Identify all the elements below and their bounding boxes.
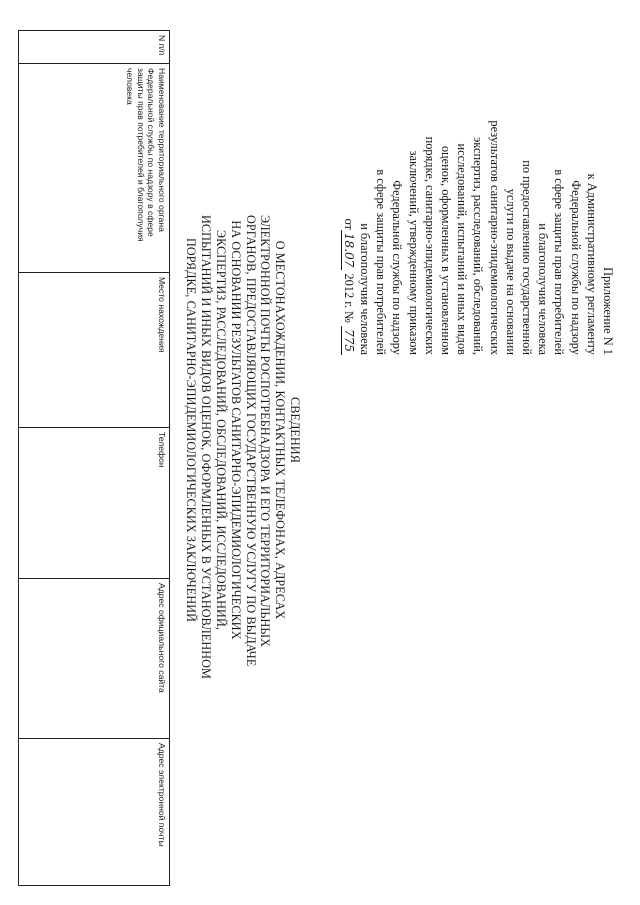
- header-agency-name: Наименование территориального органа Федеральной службы по надзору в сфере защиты прав потребителей и благополучия человека: [19, 64, 170, 273]
- header-website: Адрес официального сайта: [19, 579, 170, 739]
- title-line: СВЕДЕНИЯ: [288, 397, 302, 463]
- appendix-line: и благополучия человека: [536, 223, 551, 355]
- appendix-line: к Административному регламенту: [584, 173, 599, 355]
- title-line: О МЕСТОНАХОЖДЕНИИ, КОНТАКТНЫХ ТЕЛЕФОНАХ, АДРЕСАХ: [273, 240, 288, 620]
- header-email: Адрес электронной почты: [19, 739, 170, 886]
- title-line: НА ОСНОВАНИИ РЕЗУЛЬТАТОВ САНИТАРНО-ЭПИДЕМИОЛОГИЧЕСКИХ: [228, 220, 243, 640]
- handwritten-date: 18.07: [341, 230, 355, 270]
- title-line: ОРГАНОВ, ПРЕДОСТАВЛЯЮЩИХ ГОСУДАРСТВЕННУЮ УСЛУГУ ПО ВЫДАЧЕ: [243, 215, 258, 667]
- appendix-line: оценок, оформленных в установленном: [438, 145, 453, 355]
- appendix-line: Федеральной службы по надзору: [568, 180, 583, 355]
- title-line: ИСПЫТАНИЙ И ИНЫХ ВИДОВ ОЦЕНОК, ОФОРМЛЕННЫХ В УСТАНОВЛЕННОМ: [199, 215, 214, 679]
- appendix-line: в сфере защиты прав потребителей: [374, 169, 389, 355]
- appendix-header: [341, 30, 616, 355]
- title-line: ПОРЯДКЕ, САНИТАРНО-ЭПИДЕМИОЛОГИЧЕСКИХ ЗАКЛЮЧЕНИЙ: [184, 237, 199, 623]
- appendix-date-line: [341, 30, 357, 355]
- appendix-line: в сфере защиты прав потребителей: [552, 169, 567, 355]
- title-line: ЭКСПЕРТИЗ, РАССЛЕДОВАНИЙ, ОБСЛЕДОВАНИЙ, ИССЛЕДОВАНИЙ,: [214, 230, 229, 630]
- appendix-line: Приложение N 1: [601, 267, 615, 355]
- header-location: Место нахождения: [19, 273, 170, 428]
- header-phone: Телефон: [19, 428, 170, 579]
- date-suffix: 2012 г. №: [341, 273, 356, 323]
- appendix-line: услуги по выдаче на основании: [503, 188, 518, 355]
- table-header-row: [19, 31, 170, 886]
- title-line: ЭЛЕКТРОННОЙ ПОЧТЫ РОСПОТРЕБНАДЗОРА И ЕГО ТЕРРИТОРИАЛЬНЫХ: [258, 215, 273, 648]
- appendix-line: исследований, испытаний и иных видов: [455, 143, 470, 355]
- appendix-line: заключений, утвержденному приказом: [406, 150, 421, 355]
- agencies-table: [18, 30, 170, 886]
- handwritten-number: 775: [341, 326, 355, 355]
- header-number: N п/п: [19, 31, 170, 64]
- appendix-line: результатов санитарно-эпидемиологических: [487, 120, 502, 355]
- date-prefix: от: [341, 218, 356, 230]
- appendix-line: Федеральной службы по надзору: [390, 180, 405, 355]
- appendix-line: по предоставлению государственной: [519, 160, 534, 355]
- document-title: [184, 215, 302, 679]
- appendix-line: порядке, санитарно-эпидемиологических: [422, 136, 437, 355]
- appendix-line: экспертиз, расследований, обследований,: [471, 136, 486, 355]
- appendix-line: и благополучия человека: [357, 223, 372, 355]
